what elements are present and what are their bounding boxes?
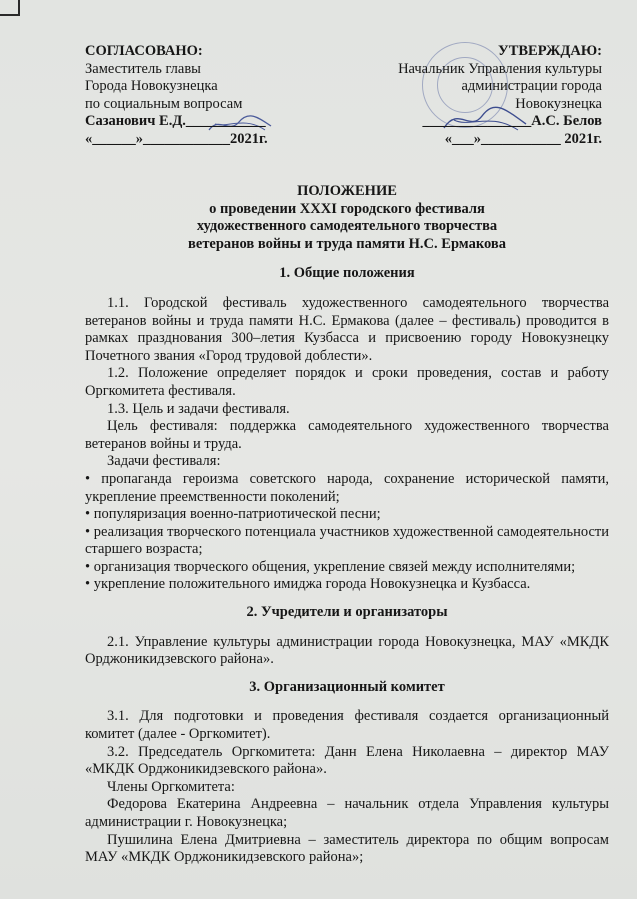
- paragraph-3-1: 3.1. Для подготовки и проведения фестиваля создается организационный комитет (далее - Оргкомитет).: [85, 708, 609, 743]
- agreed-heading: СОГЛАСОВАНО:: [85, 43, 203, 59]
- paragraph-2-1: 2.1. Управление культуры администрации города Новокузнецка, МАУ «МКДК Орджоникидзевского района».: [85, 633, 609, 668]
- task-list-item: • организация творческого общения, укрепление связей между исполнителями;: [85, 559, 609, 577]
- task-list-item: • популяризация военно-патриотической песни;: [85, 506, 609, 524]
- paragraph-goal: Цель фестиваля: поддержка самодеятельного художественного творчества ветеранов войны и труда.: [85, 418, 609, 452]
- agreed-line-1: Заместитель главы: [85, 60, 201, 77]
- task-list-item: • укрепление положительного имиджа города Новокузнецка и Кузбасса.: [85, 576, 609, 594]
- approval-block-approved: [398, 43, 602, 149]
- task-list-item: • реализация творческого потенциала участников художественной самодеятельности старшего возраста;: [85, 524, 609, 559]
- scan-corner-mark: [0, 0, 20, 16]
- paragraph-3-2: 3.2. Председатель Оргкомитета: Данн Елена Николаевна – директор МАУ «МКДК Орджоникидзевского района».: [85, 743, 609, 778]
- agreed-line-3: по социальным вопросам: [85, 95, 243, 112]
- paragraph-tasks: Задачи фестиваля:: [107, 453, 221, 470]
- paragraph-member-2: Пушилина Елена Дмитриевна – заместитель директора по общим вопросам МАУ «МКДК Орджоникидзевского района»;: [85, 831, 609, 866]
- document-title: [85, 183, 609, 253]
- paragraph-1-3: 1.3. Цель и задачи фестиваля.: [107, 400, 290, 417]
- paragraph-1-1: 1.1. Городской фестиваль художественного самодеятельного творчества ветеранов войны и труда памяти Н.С. Ермакова (далее – фестиваль) проводится в рамках празднования 300–летия Кузбасса и присвоению городу Новокузнецку Почетного звания «Город трудовой доблести».: [85, 294, 609, 364]
- title-line-4: ветеранов войны и труда памяти Н.С. Ермакова: [188, 235, 506, 252]
- title-line-1: ПОЛОЖЕНИЕ: [297, 183, 397, 199]
- approved-heading: УТВЕРЖДАЮ:: [498, 43, 602, 59]
- approved-line-3: Новокузнецка: [515, 95, 602, 112]
- approved-line-1: Начальник Управления культуры: [398, 60, 602, 77]
- paragraph-member-1: Федорова Екатерина Андреевна – начальник отдела Управления культуры администрации г. Новокузнецка;: [85, 796, 609, 830]
- approved-signatory: _______________А.С. Белов: [422, 113, 602, 130]
- title-line-3: художественного самодеятельного творчества: [196, 218, 498, 235]
- section-1-heading: 1. Общие положения: [279, 265, 415, 282]
- agreed-signatory: Сазанович Е.Д.___________: [85, 113, 266, 130]
- section-3-heading: 3. Организационный комитет: [249, 678, 445, 695]
- agreed-line-2: Города Новокузнецка: [85, 78, 218, 95]
- task-list-item: • пропаганда героизма советского народа, сохранение исторической памяти, укрепление преемственности поколений;: [85, 471, 609, 506]
- section-2-heading: 2. Учредители и организаторы: [246, 604, 448, 621]
- paragraph-committee-members: Члены Оргкомитета:: [107, 778, 235, 795]
- approval-block-agreed: [85, 43, 268, 149]
- title-line-2: о проведении XXXI городского фестиваля: [209, 200, 485, 217]
- agreed-date: «______»____________2021г.: [85, 130, 268, 147]
- paragraph-1-2: 1.2. Положение определяет порядок и сроки проведения, состав и работу Оргкомитета фестиваля.: [85, 365, 609, 399]
- document-body: [85, 183, 609, 867]
- approved-line-2: администрации города: [461, 78, 602, 95]
- approved-date: «___»___________ 2021г.: [444, 130, 602, 147]
